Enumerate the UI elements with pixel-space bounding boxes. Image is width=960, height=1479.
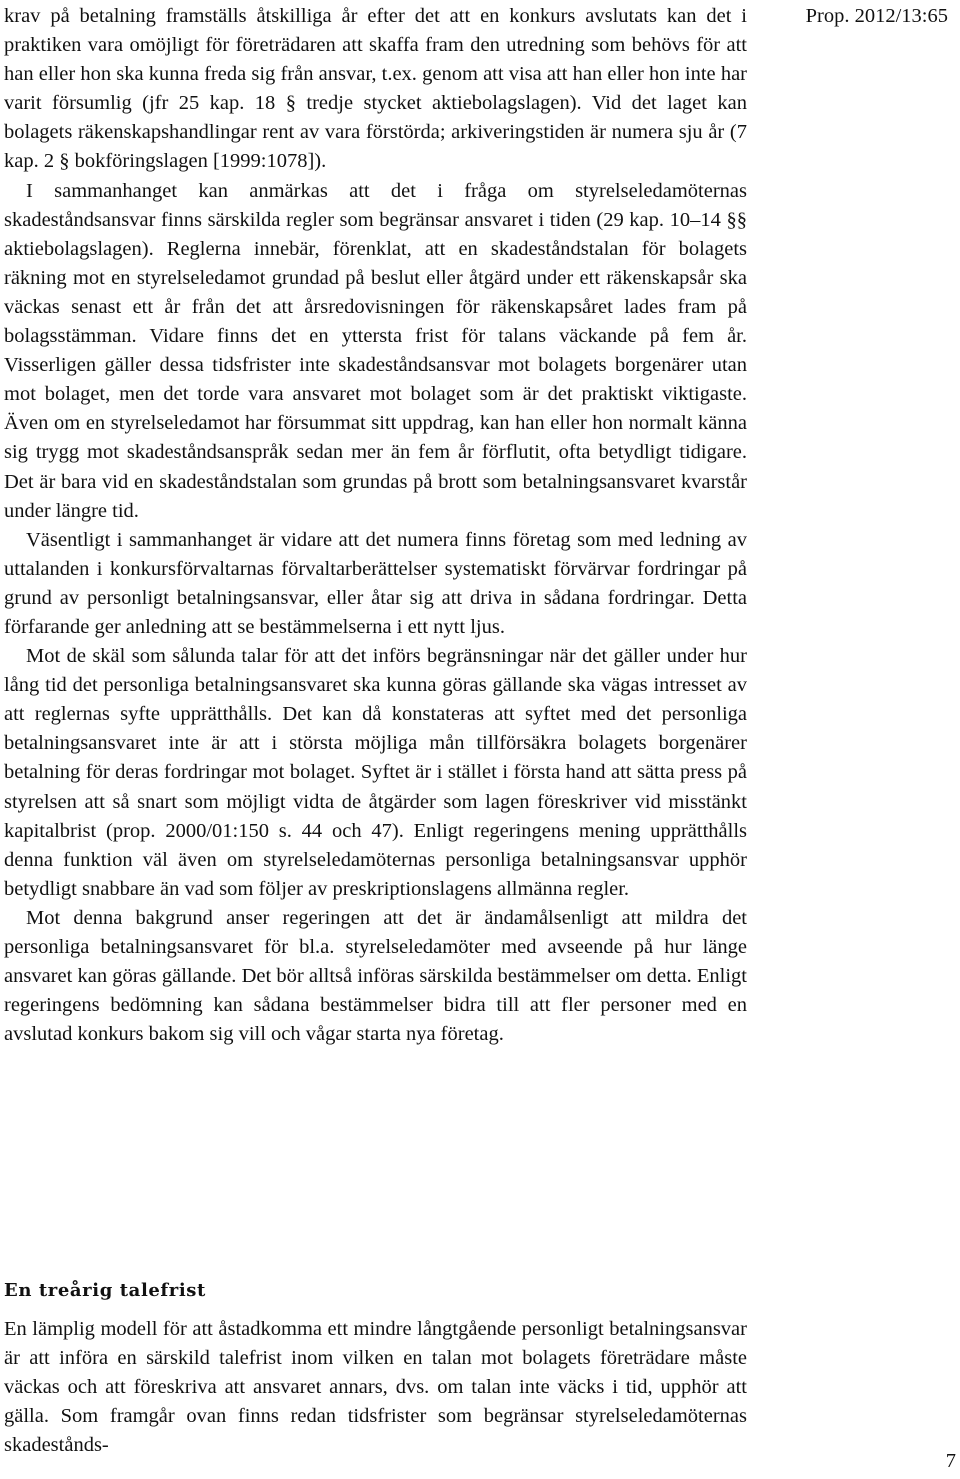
- paragraph-1: krav på betalning framställs åtskilliga år efter det att en konkurs avslutats kan det i praktiken vara omöjligt för företrädaren att skaffa fram den utredning som behövs för att han eller hon ska kunna freda sig från ansvar, t.ex. genom att visa att han eller hon inte har varit försumlig (jfr 25 kap. 18 § tredje stycket aktiebolagslagen). Vid det laget kan bolagets räkenskapshandlingar rent av vara förstörda; arkiveringstiden är numera sju år (7 kap. 2 § bokföringslagen [1999:1078]).: [4, 5, 747, 173]
- proposition-reference: Prop. 2012/13:65: [805, 5, 948, 27]
- paragraph-4: Mot de skäl som sålunda talar för att det införs begränsningar när det gäller under hur lång tid det personliga betalningsansvaret ska kunna göras gällande ska vägas intresset av att reglernas syfte upprätthålls. Det kan då konstateras att syftet med det personliga betalningsansvaret inte är att i största möjliga mån tillförsäkra bolagets borgenärer betalning för deras fordringar mot bolaget. Syftet är i stället i första hand att sätta press på styrelsen att så snart som möjligt vidta de åtgärder som lagen föreskriver vid misstänkt kapitalbrist (prop. 2000/01:150 s. 44 och 47). Enligt regeringens mening upprätthålls denna funktion väl även om styrelseledamöternas personliga betalningsansvar upphör betydligt snabbare än vad som följer av preskriptionslagens allmänna regler.: [4, 645, 747, 900]
- body-text: [4, 2, 747, 1049]
- page-number: 7: [945, 1450, 956, 1472]
- paragraph-2: I sammanhanget kan anmärkas att det i fråga om styrelseledamöternas skadeståndsansvar finns särskilda regler som begränsar ansvaret i tiden (29 kap. 10–14 §§ aktiebolagslagen). Reglerna innebär, förenklat, att en skadeståndstalan för bolagets räkning mot en styrelseledamot grundad på beslut eller åtgärd under ett räkenskapsår ska väckas senast ett år från det att årsredovisningen för räkenskapsåret lades fram på bolagsstämman. Vidare finns det en yttersta frist för talans väckande på fem år. Visserligen gäller dessa tidsfrister inte skadeståndsansvar mot bolagets borgenärer utan mot bolaget, men det torde vara ansvaret mot bolaget som är det praktiskt viktigaste. Även om en styrelseledamot har försummat sitt uppdrag, kan han eller hon normalt känna sig trygg mot skadeståndsanspråk sedan mer än fem år förflutit, ofta betydligt tidigare. Det är bara vid en skadeståndstalan som grundas på brott som betalningsansvaret kvarstår under längre tid.: [4, 179, 747, 522]
- section-paragraph: En lämplig modell för att åstadkomma ett mindre långtgående personligt betalningsansvar är att införa en särskild talefrist inom vilken en talan mot bolagets företrädare måste väckas och att föreskriva att ansvaret annars, dvs. om talan inte väcks i tid, upphör att gälla. Som framgår ovan finns redan tidsfrister som begränsar styrelseledamöternas skadestånds-: [4, 1318, 747, 1457]
- paragraph-5: Mot denna bakgrund anser regeringen att det är ändamålsenligt att mildra det personliga betalningsansvaret för bl.a. styrelseledamöter med avseende på hur länge ansvaret kan göras gällande. Det bör alltså införas särskilda bestämmelser om detta. Enligt regeringens bedömning kan sådana bestämmelser bidra till att fler personer med en avslutad konkurs bakom sig vill och vågar starta nya företag.: [4, 906, 747, 1046]
- section-heading: En treårig talefrist: [4, 1280, 206, 1301]
- section-body: [4, 1315, 747, 1460]
- paragraph-3: Väsentligt i sammanhanget är vidare att det numera finns företag som med ledning av uttalanden i konkursförvaltarnas förvaltarberättelser systematiskt förvärvar fordringar på grund av personligt betalningsansvar, eller åtar sig att driva in sådana fordringar. Detta förfarande ger anledning att se bestämmelserna i ett nytt ljus.: [4, 528, 747, 638]
